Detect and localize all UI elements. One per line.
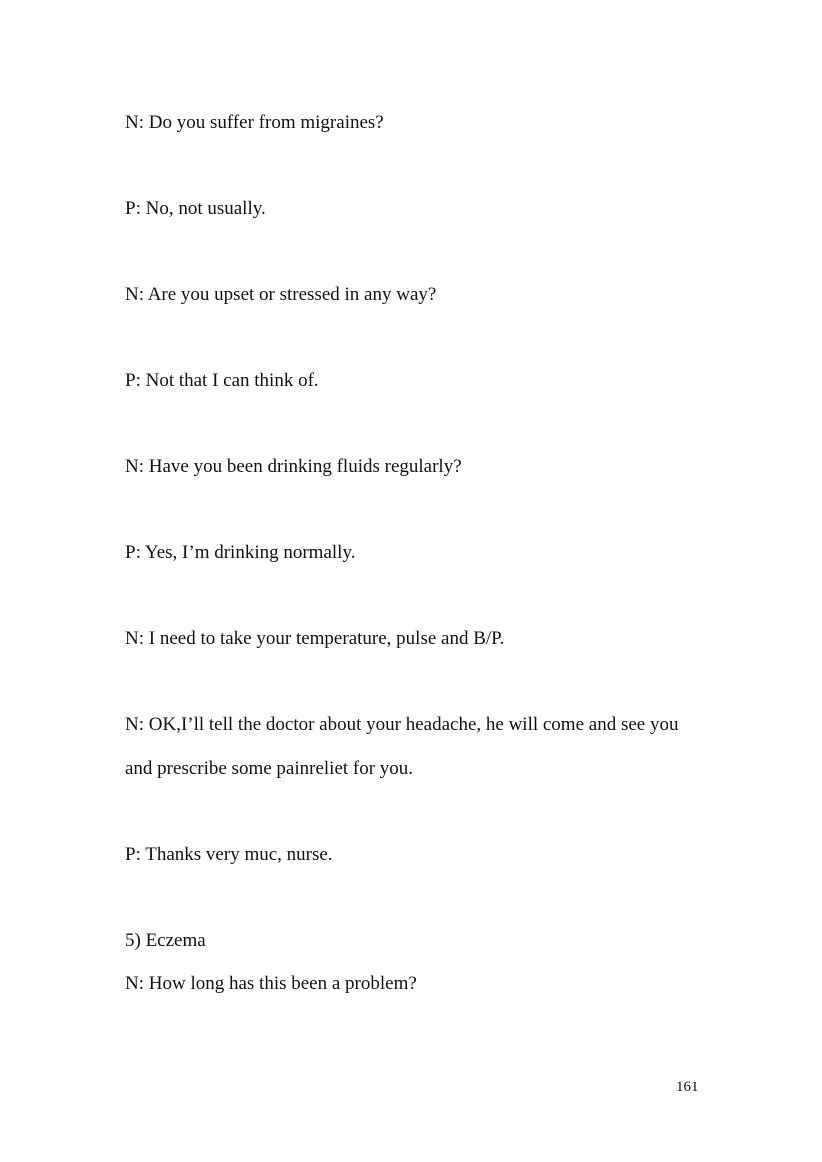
- dialogue-line-continuation: and prescribe some painreliet for you.: [125, 758, 414, 779]
- dialogue-line: N: Are you upset or stressed in any way?: [125, 284, 437, 305]
- dialogue-line: N: OK,I’ll tell the doctor about your headache, he will come and see you: [125, 714, 679, 735]
- dialogue-line: P: Yes, I’m drinking normally.: [125, 542, 356, 563]
- dialogue-line: N: How long has this been a problem?: [125, 973, 417, 994]
- dialogue-line: P: Not that I can think of.: [125, 370, 319, 391]
- dialogue-line: P: Thanks very muc, nurse.: [125, 844, 333, 865]
- page-number: 161: [676, 1079, 699, 1095]
- dialogue-line: N: Do you suffer from migraines?: [125, 112, 384, 133]
- dialogue-line: N: Have you been drinking fluids regularly?: [125, 456, 462, 477]
- dialogue-line: P: No, not usually.: [125, 198, 266, 219]
- section-heading: 5) Eczema: [125, 930, 206, 951]
- dialogue-line: N: I need to take your temperature, pulse and B/P.: [125, 628, 505, 649]
